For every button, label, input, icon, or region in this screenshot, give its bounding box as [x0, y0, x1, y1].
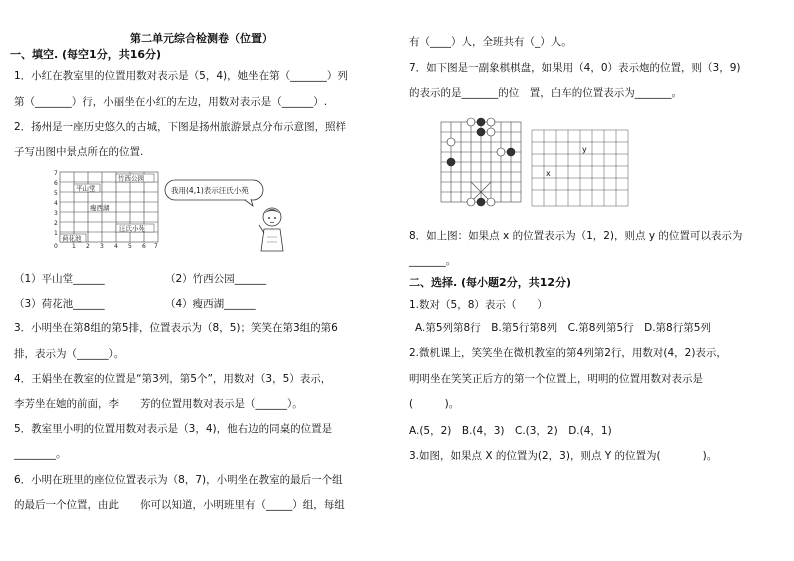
chess-piece: [467, 198, 475, 206]
chess-piece: [477, 198, 485, 206]
place-label: 竹西公园: [118, 174, 144, 183]
point-y: y: [582, 145, 587, 154]
q4-line2: 李芳坐在她的前面，李 芳的位置用数对表示是（______）。: [14, 398, 303, 410]
y-tick: 0: [54, 243, 58, 250]
chess-piece: [477, 118, 485, 126]
x-tick: 1: [72, 243, 76, 250]
s2-q1-options: A.第5列第8行 B.第5行第8列 C.第8列第5行 D.第8行第5列: [415, 322, 711, 334]
q3-line1: 3．小明坐在第8组的第5排，位置表示为（8，5)；笑笑在第3组的第6: [14, 322, 338, 334]
y-tick: 7: [54, 170, 58, 177]
q6-line3: 有（____）人，全班共有（_）人。: [409, 36, 572, 48]
x-tick: 5: [128, 243, 132, 250]
place-label: 平山堂: [76, 184, 96, 193]
chess-piece: [447, 138, 455, 146]
q7-line1: 7．如下图是一副象棋棋盘，如果用（4，0）表示炮的位置，则（3，9): [409, 62, 741, 74]
x-tick: 4: [114, 243, 118, 250]
q8-line2: _______。: [409, 255, 457, 267]
x-tick: 2: [86, 243, 90, 250]
q8-line1: 8．如上图：如果点 x 的位置表示为（1，2)，则点 y 的位置可以表示为: [409, 230, 743, 242]
chess-piece: [477, 128, 485, 136]
q1-line2: 第（_______）行，小丽坐在小红的左边，用数对表示是（______）.: [14, 96, 328, 108]
q6-line2: 的最后一个位置，由此 你可以知道，小明班里有（_____）组，每组: [14, 499, 345, 511]
page-title: 第二单元综合检测卷（位置）: [130, 32, 273, 45]
y-tick: 2: [54, 220, 58, 227]
q3-line2: 排，表示为（______）。: [14, 348, 125, 360]
chess-piece: [467, 118, 475, 126]
q2-answer-3: （3）荷花池______: [14, 298, 105, 310]
q2-answer-1: （1）平山堂______: [14, 273, 105, 285]
scenic-map: [50, 168, 160, 250]
chess-piece: [487, 198, 495, 206]
section2-heading: 二、选择. (每小题2分，共12分): [409, 276, 572, 289]
chess-piece: [487, 118, 495, 126]
y-tick: 3: [54, 210, 58, 217]
q2-answer-4: （4）瘦西湖______: [165, 298, 256, 310]
q4-line1: 4．王娟坐在教室的位置是“第3列，第5个”，用数对（3，5）表示，: [14, 373, 332, 385]
child-illustration: [256, 205, 290, 257]
x-tick: 3: [100, 243, 104, 250]
chess-piece: [497, 148, 505, 156]
section1-heading: 一、填空. (每空1分，共16分): [10, 48, 162, 61]
y-tick: 4: [54, 200, 58, 207]
chess-piece: [487, 128, 495, 136]
place-label: 荷花池: [62, 234, 82, 243]
s2-q2-line2: 明明坐在笑笑正后方的第一个位置上，明明的位置用数对表示是: [409, 373, 703, 385]
s2-q3: 3.如图，如果点 X 的位置为(2，3)，则点 Y 的位置为( )。: [409, 450, 718, 462]
point-x: x: [546, 169, 551, 178]
y-tick: 5: [54, 190, 58, 197]
x-tick: 7: [154, 243, 158, 250]
q5-line1: 5．教室里小明的位置用数对表示是（3，4)，他右边的同桌的位置是: [14, 423, 333, 435]
q5-line2: ________。: [14, 448, 67, 460]
point-grid: [530, 128, 630, 208]
q7-line2: 的表示的是_______的位 置，白车的位置表示为_______。: [409, 87, 682, 99]
x-tick: 6: [142, 243, 146, 250]
q2-line1: 2．扬州是一座历史悠久的古城，下图是扬州旅游景点分布示意图，照样: [14, 121, 347, 133]
s2-q2-line3: ( )。: [409, 398, 460, 410]
s2-q2-line1: 2.微机课上，笑笑坐在微机教室的第4列第2行，用数对(4，2)表示，: [409, 347, 727, 359]
chess-piece: [447, 158, 455, 166]
place-label: 瘦西湖: [90, 204, 110, 212]
q2-line2: 子写出图中景点所在的位置.: [14, 146, 144, 158]
s2-q2-options: A.(5，2) B.(4，3) C.(3，2) D.(4，1): [409, 425, 612, 437]
q1-line1: 1．小红在教室里的位置用数对表示是（5，4)，她坐在第（_______）列: [14, 70, 348, 82]
speech-bubble: [163, 178, 267, 208]
y-tick: 6: [54, 180, 58, 187]
s2-q1: 1.数对（5，8）表示（ ）: [409, 299, 548, 311]
chess-piece: [507, 148, 515, 156]
speech-text: 我用(4,1)表示汪氏小苑: [171, 186, 249, 195]
q6-line1: 6．小明在班里的座位位置表示为（8，7)，小明坐在教室的最后一个组: [14, 474, 343, 486]
chess-board: [435, 116, 529, 212]
q2-answer-2: （2）竹西公园______: [165, 273, 267, 285]
y-tick: 1: [54, 230, 58, 237]
place-label: 汪氏小苑: [119, 224, 145, 233]
